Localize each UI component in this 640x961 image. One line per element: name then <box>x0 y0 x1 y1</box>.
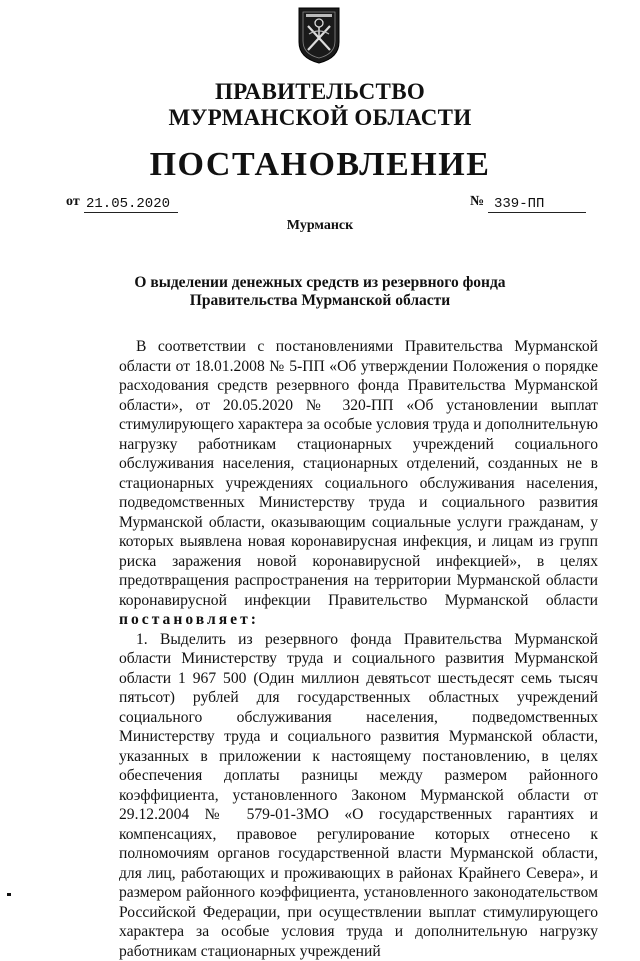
preamble-text: В соответствии с постановлениями Правительства Мурманской области от 18.01.2008 № 5-ПП «Об утверждении Положения о порядке расходования средств резервного фонда Правительства Мурманской области», от 20.05.2020 № 320-ПП «Об установлении выплат стимулирующего характера за особые условия труда и дополнительную нагрузку работникам стационарных учреждений социального обслуживания населения, стационарных отделений, созданных не в стационарных учреждениях социального обслуживания населения, подведомственных Министерству труда и социального развития Мурманской области, оказывающим социальные услуги гражданам, у которых выявлена новая коронавирусная инфекция, и лицам из групп риска заражения новой коронавирусной инфекцией», в целях предотвращения распространения на территории Мурманской области коронавирусной инфекции Правительство Мурманской области <box>119 338 598 609</box>
city: Мурманск <box>0 218 640 234</box>
government-name-line1: ПРАВИТЕЛЬСТВО <box>0 78 640 105</box>
number-prefix: № <box>470 194 484 210</box>
document-date: 21.05.2020 <box>84 196 178 213</box>
scan-mark <box>7 893 11 896</box>
document-type-title: ПОСТАНОВЛЕНИЕ <box>0 146 640 184</box>
subject-line2: Правительства Мурманской области <box>0 291 640 310</box>
resolves-word: постановляет: <box>119 611 259 628</box>
coat-of-arms-icon <box>297 6 341 64</box>
document-body <box>119 337 598 961</box>
government-name-line2: МУРМАНСКОЙ ОБЛАСТИ <box>0 104 640 131</box>
date-prefix: от <box>66 194 80 210</box>
subject-line1: О выделении денежных средств из резервного фонда <box>0 273 640 292</box>
preamble-paragraph <box>119 337 598 630</box>
document-number: 339-ПП <box>488 196 586 213</box>
clause-1-paragraph: 1. Выделить из резервного фонда Правительства Мурманской области Министерству труда и социального развития Мурманской области 1 967 500 (Один миллион девятьсот шестьдесят семь тысяч пятьсот) рублей для государственных областных учреждений социального обслуживания населения, подведомственных Министерству труда и социального развития Мурманской области, указанных в приложении к настоящему постановлению, в целях обеспечения доплаты разницы между размером районного коэффициента, установленного Законом Мурманской области от 29.12.2004 № 579-01-ЗМО «О государственных гарантиях и компенсациях, правовое регулирование которых отнесено к полномочиям органов государственной власти Мурманской области, для лиц, работающих и проживающих в районах Крайнего Севера», и размером районного коэффициента, установленного законодательством Российской Федерации, при осуществлении выплат стимулирующего характера за особые условия труда и дополнительную нагрузку работникам стационарных учреждений <box>119 630 598 961</box>
